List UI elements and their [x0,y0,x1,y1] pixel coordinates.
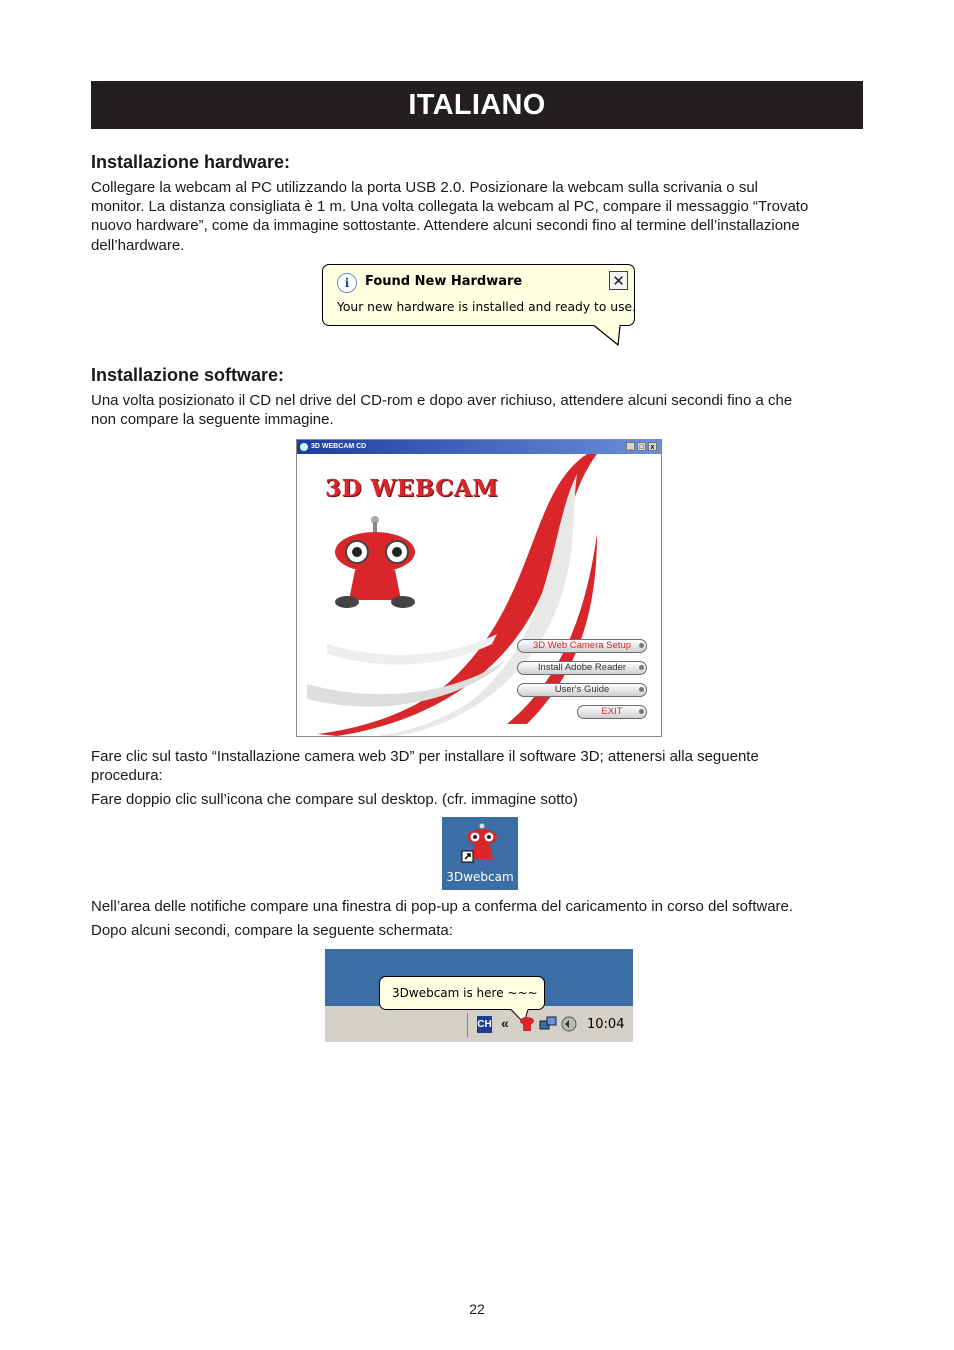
text-line: dell’hardware. [91,236,185,254]
users-guide-label: User's Guide [554,684,610,695]
after-cd-text [91,747,866,785]
bullet-icon [639,643,644,648]
text-line: monitor. La distanza consigliata è 1 m. Una volta collegata la webcam al PC, compare il messaggio “Trovato [91,198,809,216]
notify-text: Nell’area delle notifiche compare una finestra di pop-up a conferma del caricamento in corso del software. [91,898,794,915]
after-seconds-text: Dopo alcuni secondi, compare la seguente schermata: [91,922,453,939]
tray-balloon: 3Dwebcam is here ~~~ [379,976,545,1010]
language-banner: ITALIANO [91,81,863,129]
clock: 10:04 [587,1017,625,1032]
desktop-icon-3dwebcam[interactable] [442,817,518,890]
taskbar-tray [325,949,633,1042]
text-line: Fare clic sul tasto “Installazione camera web 3D” per installare il software 3D; attenersi alla seguente [91,748,759,765]
maximize-button[interactable]: □ [637,442,646,451]
text-line: procedura: [91,767,163,785]
cd-window-title: 3D WEBCAM CD [311,443,367,450]
webcam-logo: 3D WEBCAM [325,475,499,502]
balloon-tail [592,322,622,348]
webcam-mascot-icon [327,512,427,612]
close-icon[interactable]: ✕ [609,271,628,290]
setup-button[interactable] [517,639,647,653]
webcam-mascot-icon [460,823,500,865]
cd-window-titlebar [297,440,661,454]
desktop-icon-label: 3Dwebcam [446,870,514,884]
cd-icon [300,443,308,451]
volume-icon[interactable] [560,1015,578,1033]
divider [467,1013,468,1037]
install-adobe-button[interactable] [517,661,647,675]
users-guide-button[interactable] [517,683,647,697]
network-icon[interactable] [539,1015,557,1033]
double-click-text: Fare doppio clic sull’icona che compare sul desktop. (cfr. immagine sotto) [91,791,578,808]
balloon-title: Found New Hardware [365,274,523,289]
info-icon: i [337,273,357,293]
close-button[interactable]: x [648,442,657,451]
bullet-icon [639,665,644,670]
exit-button-label: EXIT [601,706,623,717]
webcam-tray-icon[interactable] [518,1015,536,1033]
text-line: non compare la seguente immagine. [91,411,334,429]
hardware-heading: Installazione hardware: [91,152,291,172]
install-adobe-label: Install Adobe Reader [537,662,627,673]
exit-button[interactable] [577,705,647,719]
bullet-icon [639,709,644,714]
bullet-icon [639,687,644,692]
text-line: nuovo hardware”, come da immagine sottostante. Attendere alcuni secondi fino al termine dell’installazione [91,217,800,235]
balloon-message: Your new hardware is installed and ready to use. [337,300,636,314]
found-new-hardware-balloon [322,264,635,326]
text-line: Collegare la webcam al PC utilizzando la porta USB 2.0. Posizionare la webcam sulla scrivania o sul [91,179,758,196]
hardware-body [91,178,866,255]
chevron-left-icon[interactable]: « [501,1015,509,1031]
cd-window [296,439,662,737]
language-indicator[interactable]: CH [477,1016,492,1033]
page-number: 22 [469,1301,485,1317]
text-line: Una volta posizionato il CD nel drive del CD-rom e dopo aver richiuso, attendere alcuni secondi fino a che [91,392,793,409]
software-body [91,391,866,429]
setup-button-label: 3D Web Camera Setup [532,640,632,651]
software-heading: Installazione software: [91,365,285,385]
minimize-button[interactable]: _ [626,442,635,451]
